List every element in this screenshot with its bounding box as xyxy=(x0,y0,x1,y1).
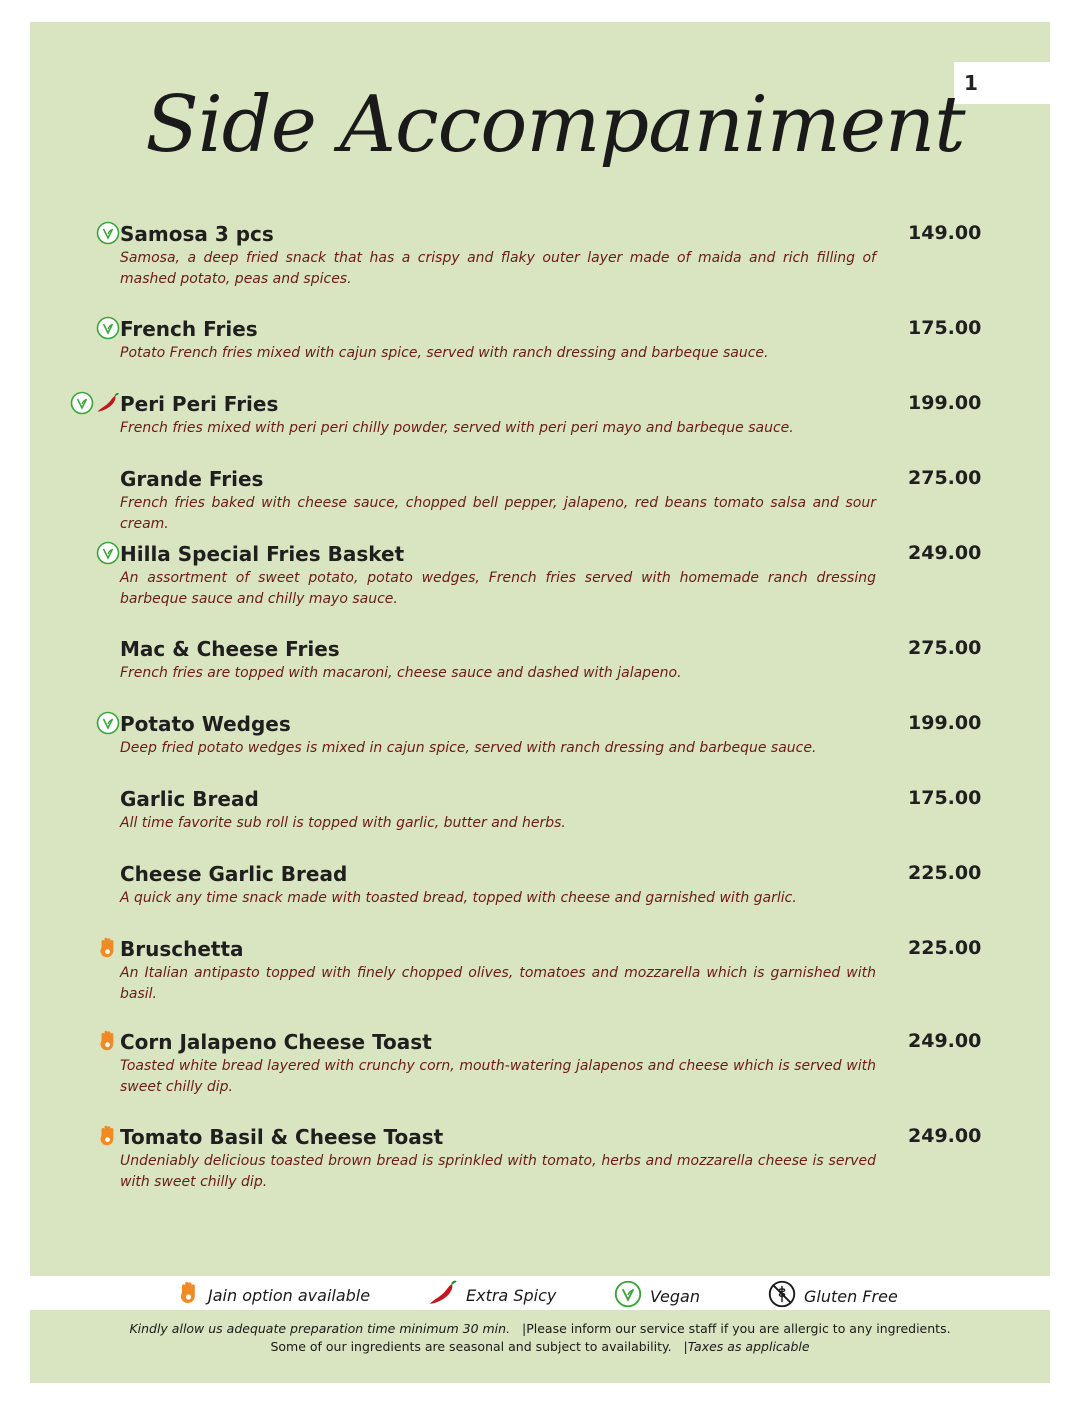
footer-allergy-note: Please inform our service staff if you are allergic to any ingredients. xyxy=(526,1321,951,1336)
item-description: All time favorite sub roll is topped with garlic, butter and herbs. xyxy=(120,815,566,831)
jain-icon xyxy=(96,936,120,965)
item-price: 275.00 xyxy=(908,637,982,659)
item-price: 199.00 xyxy=(908,392,982,414)
vegan-icon xyxy=(96,541,120,570)
legend-gluten xyxy=(768,1280,898,1313)
legend-spicy-label: Extra Spicy xyxy=(466,1286,557,1305)
item-price: 175.00 xyxy=(908,787,982,809)
item-name: Garlic Bread xyxy=(120,787,259,811)
item-price: 225.00 xyxy=(908,862,982,884)
item-description: Potato French fries mixed with cajun spice, served with ranch dressing and barbeque sauce. xyxy=(120,345,769,361)
item-description: French fries mixed with peri peri chilly powder, served with peri peri mayo and barbeque sauce. xyxy=(120,420,794,436)
footer-separator: | xyxy=(675,1339,688,1354)
legend-gluten-label: Gluten Free xyxy=(804,1287,898,1306)
footer-line-1 xyxy=(30,1320,1050,1338)
legend-jain-label: Jain option available xyxy=(208,1286,371,1305)
footer-prep-note: Kindly allow us adequate preparation time minimum 30 min. xyxy=(129,1321,511,1336)
item-tag-icons xyxy=(70,391,120,420)
item-description: French fries baked with cheese sauce, chopped bell pepper, jalapeno, red beans tomato salsa and sour cream. xyxy=(120,495,876,532)
item-name: Corn Jalapeno Cheese Toast xyxy=(120,1030,432,1054)
item-name: Hilla Special Fries Basket xyxy=(120,542,405,566)
item-description: French fries are topped with macaroni, cheese sauce and dashed with jalapeno. xyxy=(120,665,682,681)
footer-tax-note: Taxes as applicable xyxy=(687,1339,810,1354)
jain-icon xyxy=(178,1280,200,1311)
item-name: Grande Fries xyxy=(120,467,264,491)
item-tag-icons xyxy=(96,541,120,570)
item-name: Mac & Cheese Fries xyxy=(120,637,340,661)
item-price: 249.00 xyxy=(908,1125,982,1147)
item-tag-icons xyxy=(96,936,120,965)
item-price: 149.00 xyxy=(908,222,982,244)
item-name: Peri Peri Fries xyxy=(120,392,279,416)
item-description: An Italian antipasto topped with finely chopped olives, tomatoes and mozzarella which is garnished with basil. xyxy=(120,965,876,1002)
item-price: 225.00 xyxy=(908,937,982,959)
item-price: 199.00 xyxy=(908,712,982,734)
item-price: 275.00 xyxy=(908,467,982,489)
item-name: French Fries xyxy=(120,317,258,341)
legend-spicy xyxy=(428,1280,556,1311)
item-description: A quick any time snack made with toasted bread, topped with cheese and garnished with garlic. xyxy=(120,890,797,906)
legend-vegan-label: Vegan xyxy=(650,1287,700,1306)
item-tag-icons xyxy=(96,711,120,740)
item-tag-icons xyxy=(96,1124,120,1153)
item-tag-icons xyxy=(96,316,120,345)
vegan-icon xyxy=(614,1280,642,1313)
jain-icon xyxy=(96,1029,120,1058)
jain-icon xyxy=(96,1124,120,1153)
item-name: Potato Wedges xyxy=(120,712,291,736)
footer-separator: | xyxy=(514,1321,527,1336)
item-description: An assortment of sweet potato, potato wedges, French fries served with homemade ranch dressing barbeque sauce and chilly mayo sauce. xyxy=(120,570,876,607)
footer-line-2 xyxy=(30,1338,1050,1356)
item-tag-icons xyxy=(96,1029,120,1058)
item-price: 249.00 xyxy=(908,542,982,564)
page-title: Side Accompaniment xyxy=(145,80,965,170)
page-number: 1 xyxy=(954,62,1050,104)
item-name: Bruschetta xyxy=(120,937,244,961)
item-price: 175.00 xyxy=(908,317,982,339)
item-name: Cheese Garlic Bread xyxy=(120,862,348,886)
gluten-free-icon xyxy=(768,1280,796,1313)
legend-jain xyxy=(178,1280,370,1311)
item-tag-icons xyxy=(96,221,120,250)
item-price: 249.00 xyxy=(908,1030,982,1052)
vegan-icon xyxy=(96,221,120,250)
item-description: Deep fried potato wedges is mixed in cajun spice, served with ranch dressing and barbeque sauce. xyxy=(120,740,817,756)
item-description: Undeniably delicious toasted brown bread is sprinkled with tomato, herbs and mozzarella cheese is served with sweet chilly dip. xyxy=(120,1153,876,1190)
item-description: Toasted white bread layered with crunchy corn, mouth-watering jalapenos and cheese which is served with sweet chilly dip. xyxy=(120,1058,876,1095)
item-description: Samosa, a deep fried snack that has a crispy and flaky outer layer made of maida and rich filling of mashed potato, peas and spices. xyxy=(120,250,876,287)
vegan-icon xyxy=(96,711,120,740)
footer-notes xyxy=(30,1310,1050,1383)
item-name: Samosa 3 pcs xyxy=(120,222,274,246)
legend xyxy=(30,1276,1050,1310)
footer-seasonal-note: Some of our ingredients are seasonal and subject to availability. xyxy=(270,1339,672,1354)
item-name: Tomato Basil & Cheese Toast xyxy=(120,1125,444,1149)
vegan-icon xyxy=(96,316,120,345)
chilli-icon xyxy=(96,391,120,420)
vegan-icon xyxy=(70,391,94,420)
legend-vegan xyxy=(614,1280,700,1313)
chilli-icon xyxy=(428,1280,458,1311)
